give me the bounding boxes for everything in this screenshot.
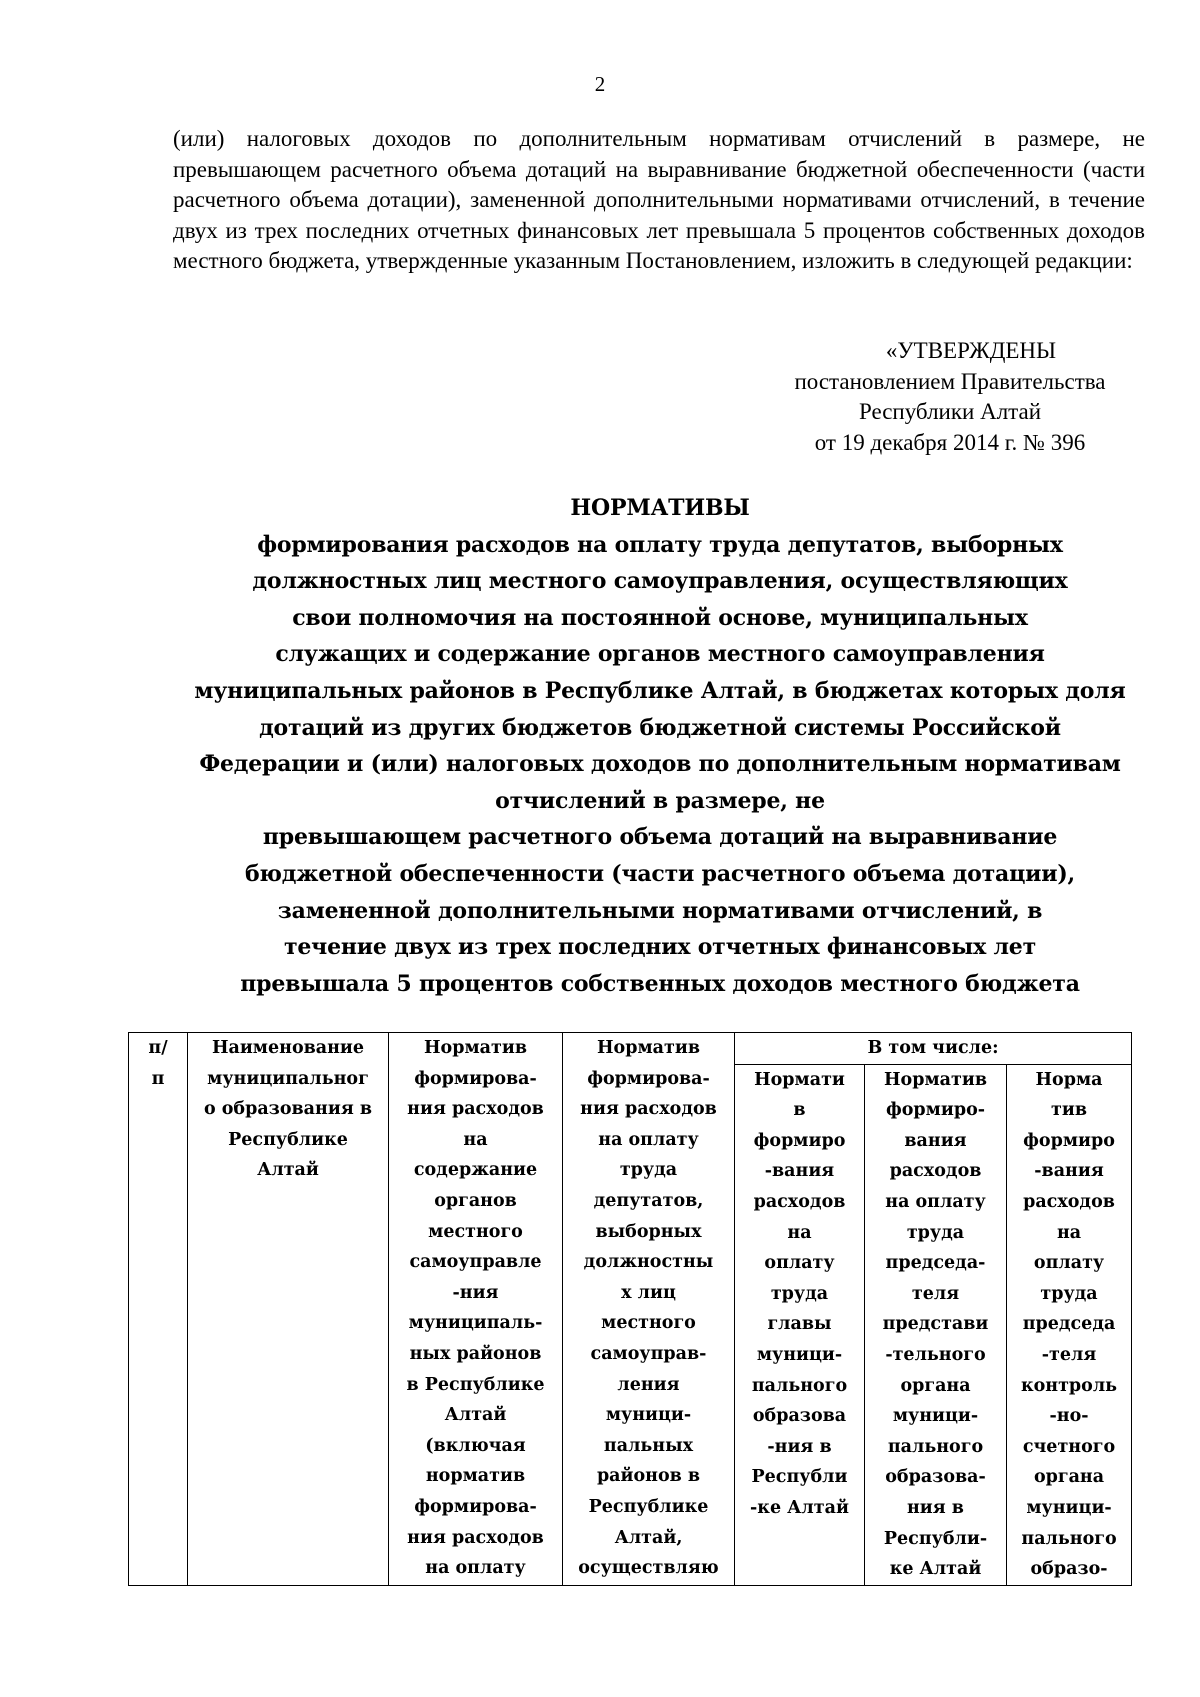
table-header-row [129, 1033, 1132, 1065]
intro-line: (или) налоговых доходов по дополнительным нормативам отчислений в размере, не [173, 126, 1145, 151]
header-text-line: -вания [1034, 1161, 1104, 1182]
header-text-line: Нормати [754, 1069, 845, 1090]
header-text-line: формиро- [885, 1100, 986, 1121]
header-text-line: муниципальног [207, 1068, 369, 1089]
header-text-line: вания [904, 1130, 967, 1151]
header-text-line: главы [767, 1314, 832, 1335]
header-text-line: о образования в [204, 1099, 372, 1120]
title-line: превышала 5 процентов собственных доходов местного бюджета [240, 970, 1080, 997]
header-text-line: формиро [1023, 1130, 1115, 1151]
header-text-line: Норматив [884, 1069, 987, 1090]
intro-line: превышающем расчетного объема дотаций на выравнивание бюджетной [173, 156, 908, 182]
header-text-line: районов в [596, 1466, 701, 1487]
norms-table [128, 1032, 1132, 1586]
header-text-line: труда [619, 1160, 678, 1181]
header-text-line: на оплату [598, 1129, 699, 1150]
header-text-line: оплату [1033, 1253, 1105, 1274]
header-text-line: счетного [1022, 1436, 1116, 1457]
header-text-line: Норматив [424, 1038, 527, 1058]
header-text-line: ке Алтай [889, 1559, 982, 1580]
header-text-line: Наименование [211, 1038, 365, 1058]
header-text-line: в [793, 1100, 806, 1121]
header-text-line: муници- [605, 1405, 692, 1426]
header-text-line: п [151, 1068, 165, 1089]
title-line: должностных лиц местного самоуправления, осуществляющих [252, 568, 1068, 595]
header-text-line: образова- [885, 1467, 986, 1488]
title-line: течение двух из трех последних отчетных финансовых лет [283, 934, 1037, 961]
header-text-line: тив [1051, 1100, 1087, 1121]
intro-line: указанным Постановлением, изложить в следующей редакции: [513, 248, 1133, 273]
header-text-line: Республике [228, 1129, 348, 1150]
header-text-line: на оплату [425, 1558, 526, 1579]
title-line: служащих и содержание органов местного самоуправления [275, 641, 1045, 668]
header-text-line: на оплату [885, 1191, 986, 1212]
approval-line: постановлением Правительства [794, 368, 1106, 394]
header-text-line: формирова- [414, 1068, 537, 1089]
header-text-line: депутатов, [593, 1190, 704, 1211]
header-text-line: -но- [1049, 1406, 1089, 1427]
title-line: формирования расходов на оплату труда депутатов, выборных [257, 531, 1063, 558]
header-text-line: Республи- [883, 1528, 988, 1549]
header-text-line: органа [900, 1375, 971, 1396]
header-deputies-norm [563, 1033, 735, 1586]
title-line: бюджетной обеспеченности (части расчетного объема дотации), [244, 860, 1076, 887]
header-text-line: Алтай [444, 1405, 507, 1426]
header-text-line: выборных [595, 1221, 702, 1242]
header-text-line: ных районов [409, 1343, 542, 1364]
title-line: отчислений в размере, не [495, 787, 825, 814]
header-text-line: п/ [148, 1038, 168, 1058]
header-text-line: пального [887, 1436, 984, 1457]
header-text-line: на [787, 1222, 812, 1243]
title-line: Федерации и (или) налоговых доходов по дополнительным нормативам [199, 751, 1121, 778]
header-text-line: -вания [764, 1161, 835, 1182]
header-text-line: осуществляю [578, 1558, 719, 1579]
header-text-line: -ния в [767, 1436, 832, 1457]
header-text-line: труда [1040, 1283, 1098, 1304]
header-text-line: норматив [425, 1466, 526, 1487]
header-text-line: расходов [753, 1191, 846, 1212]
header-text-line: теля [911, 1283, 960, 1304]
header-text-line: на [1056, 1222, 1082, 1243]
intro-line: лет превышала 5 процентов собственных доходов местного бюджета, утвержденные [173, 217, 1145, 273]
header-text-line: труда [906, 1222, 965, 1243]
header-text-line: образова [752, 1406, 847, 1427]
header-text-line: -ния [452, 1282, 499, 1303]
header-text-line: формирова- [414, 1496, 537, 1517]
intro-line: нормативами отчислений, в течение двух из трех последних отчетных финансовых [173, 187, 1145, 243]
header-text-line: -тельного [885, 1344, 986, 1365]
header-text-line: Алтай [257, 1160, 319, 1181]
header-text-line: ния в [907, 1497, 964, 1518]
header-text-line: самоуправ- [590, 1343, 707, 1364]
title-line: муниципальных районов в Республике Алтай, в бюджетах которых доля [194, 677, 1126, 704]
title-line: дотаций из других бюджетов бюджетной системы Российской [259, 714, 1061, 741]
header-text-line: (включая [425, 1435, 526, 1456]
header-text-line: формирова- [587, 1068, 710, 1089]
header-text-line: ления [617, 1374, 680, 1395]
header-text-line: х лиц [621, 1282, 676, 1303]
header-text-line: представи [882, 1314, 989, 1335]
title-line: свои полномочия на постоянной основе, муниципальных [292, 604, 1028, 631]
header-text-line: Республи [751, 1467, 848, 1488]
header-text-line: расходов [1023, 1191, 1115, 1212]
header-text-line: председа [1022, 1314, 1116, 1335]
header-text-line: на [463, 1129, 488, 1150]
header-text-line: ния расходов [407, 1099, 544, 1120]
intro-paragraph [173, 124, 1145, 277]
header-text-line: пального [1021, 1528, 1117, 1549]
header-municipality-name [188, 1033, 389, 1586]
approval-date: от 19 декабря 2014 г. № 396 [814, 429, 1086, 455]
header-text-line: органа [1033, 1467, 1105, 1488]
header-text-line: оплату [764, 1253, 835, 1274]
header-text-line: муници- [756, 1344, 843, 1365]
approval-stamp [760, 336, 1140, 458]
header-text-line: местного [601, 1313, 696, 1334]
header-text-line: муници- [892, 1406, 979, 1427]
header-text-line: в Республике [406, 1374, 545, 1395]
header-text-line: ния расходов [580, 1099, 717, 1120]
header-text-line: Норматив [597, 1038, 700, 1058]
header-text-line: -теля [1041, 1344, 1097, 1365]
header-text-line: председа- [885, 1253, 986, 1274]
header-text-line: образо- [1030, 1559, 1108, 1580]
header-number [129, 1033, 188, 1586]
header-chair-audit-norm [1007, 1064, 1132, 1585]
header-text-line: -ке Алтай [750, 1497, 849, 1518]
header-text-line: расходов [889, 1161, 982, 1182]
header-text-line: органов [434, 1190, 517, 1211]
header-chair-representative-norm [865, 1064, 1007, 1585]
approval-line: Республики Алтай [858, 399, 1042, 424]
approval-line: «УТВЕРЖДЕНЫ [885, 338, 1057, 363]
header-text-line: муниципаль- [408, 1313, 543, 1334]
page-number: 2 [594, 72, 606, 96]
title-heading: НОРМАТИВЫ [570, 495, 750, 521]
header-text-line: Алтай, [614, 1527, 683, 1548]
header-head-norm [735, 1064, 865, 1585]
header-text-line: труда [770, 1283, 829, 1304]
header-text-line: должностны [583, 1252, 714, 1273]
document-title [150, 490, 1170, 1002]
header-text-line: самоуправле [409, 1252, 542, 1273]
header-maintenance-norm [389, 1033, 563, 1586]
title-line: превышающем расчетного объема дотаций на выравнивание [262, 824, 1058, 851]
header-text-line: пального [751, 1375, 848, 1396]
header-text-line: контроль [1020, 1375, 1118, 1396]
header-text-line: местного [428, 1221, 523, 1242]
header-text-line: содержание [413, 1160, 538, 1181]
intro-line: обеспеченности (части расчетного объема дотации), замененной дополнительными [173, 156, 1146, 212]
header-text-line: формиро [753, 1130, 846, 1151]
title-line: замененной дополнительными нормативами отчислений, в [277, 897, 1043, 924]
header-text-line: пальных [603, 1435, 694, 1456]
header-including: В том числе: [735, 1033, 1132, 1065]
header-text-line: муници- [1026, 1497, 1112, 1518]
header-text-line: Норма [1035, 1069, 1103, 1090]
header-text-line: ния расходов [407, 1527, 544, 1548]
header-text-line: Республике [588, 1496, 709, 1517]
